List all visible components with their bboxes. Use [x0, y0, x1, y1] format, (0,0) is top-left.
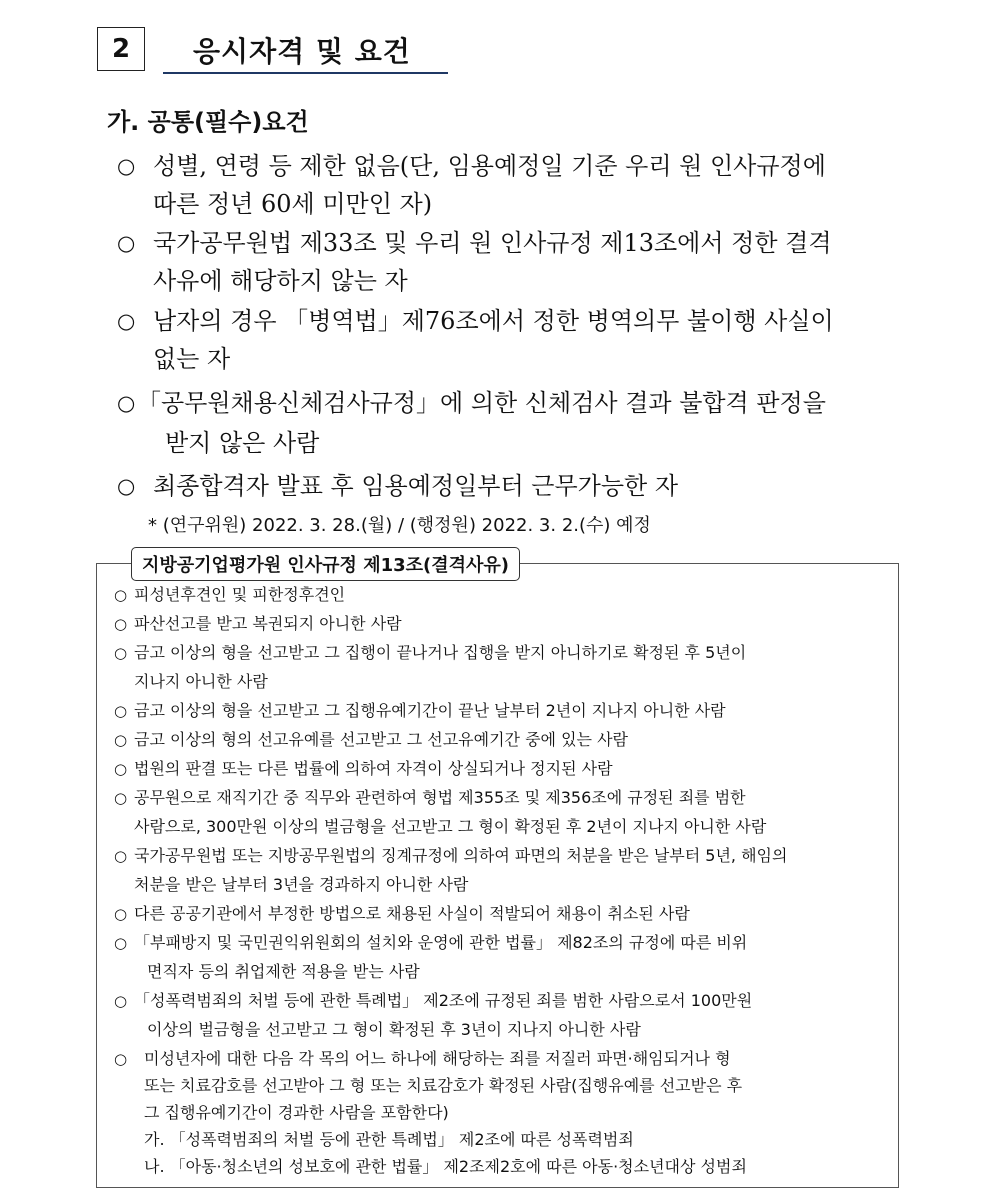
requirement-text: 없는 자 — [153, 345, 231, 373]
requirement-text: 「공무원채용신체검사규정」에 의한 신체검사 결과 불합격 판정을 — [137, 389, 826, 417]
regulation-text: 금고 이상의 형을 선고받고 그 집행유예기간이 끝난 날부터 2년이 지나지 아니한 사람 — [134, 701, 726, 720]
regulation-text: 피성년후견인 및 피한정후견인 — [134, 585, 346, 604]
circle-bullet-icon: ○ — [114, 760, 128, 778]
schedule-note: * (연구위원) 2022. 3. 28.(월) / (행정원) 2022. 3. 2.(수) 예정 — [148, 515, 651, 536]
regulation-text: 미성년자에 대한 다음 각 목의 어느 하나에 해당하는 죄를 저질러 파면·해임되거나 형 — [144, 1049, 731, 1068]
subheading: 가. 공통(필수)요건 — [107, 108, 309, 136]
regulation-text: 이상의 벌금형을 선고받고 그 형이 확정된 후 3년이 지나지 아니한 사람 — [147, 1020, 641, 1039]
circle-bullet-icon: ○ — [117, 391, 136, 415]
requirement-text: 사유에 해당하지 않는 자 — [153, 267, 408, 295]
circle-bullet-icon: ○ — [114, 789, 128, 807]
regulation-text: 그 집행유예기간이 경과한 사람을 포함한다) — [144, 1103, 449, 1122]
requirement-text: 국가공무원법 제33조 및 우리 원 인사규정 제13조에서 정한 결격 — [153, 229, 832, 257]
regulation-text: 지나지 아니한 사람 — [134, 672, 268, 691]
section-title: 응시자격 및 요건 — [193, 35, 411, 68]
circle-bullet-icon: ○ — [117, 154, 136, 178]
circle-bullet-icon: ○ — [114, 615, 128, 633]
regulation-text: 금고 이상의 형을 선고받고 그 집행이 끝나거나 집행을 받지 아니하기로 확정된 후 5년이 — [134, 643, 747, 662]
circle-bullet-icon: ○ — [114, 586, 128, 604]
requirement-text: 성별, 연령 등 제한 없음(단, 임용예정일 기준 우리 원 인사규정에 — [153, 152, 826, 180]
circle-bullet-icon: ○ — [114, 992, 128, 1010]
regulation-text: 「성폭력범죄의 처벌 등에 관한 특례법」 제2조에 규정된 죄를 범한 사람으로서 100만원 — [134, 991, 753, 1010]
circle-bullet-icon: ○ — [114, 934, 128, 952]
regulation-text: 「부패방지 및 국민권익위원회의 설치와 운영에 관한 법률」 제82조의 규정에 따른 비위 — [134, 933, 748, 952]
regulation-text: 다른 공공기관에서 부정한 방법으로 채용된 사실이 적발되어 채용이 취소된 사람 — [134, 904, 690, 923]
circle-bullet-icon: ○ — [117, 231, 136, 255]
circle-bullet-icon: ○ — [117, 474, 136, 498]
regulation-text: 공무원으로 재직기간 중 직무와 관련하여 형법 제355조 및 제356조에 규정된 죄를 범한 — [134, 788, 746, 807]
regulation-text: 국가공무원법 또는 지방공무원법의 징계규정에 의하여 파면의 처분을 받은 날부터 5년, 해임의 — [134, 846, 788, 865]
regulation-text: 사람으로, 300만원 이상의 벌금형을 선고받고 그 형이 확정된 후 2년이 지나지 아니한 사람 — [134, 817, 767, 836]
regulation-text: 처분을 받은 날부터 3년을 경과하지 아니한 사람 — [134, 875, 469, 894]
regulation-text: 또는 치료감호를 선고받아 그 형 또는 치료감호가 확정된 사람(집행유예를 선고받은 후 — [144, 1076, 743, 1095]
requirement-text: 최종합격자 발표 후 임용예정일부터 근무가능한 자 — [153, 472, 679, 500]
circle-bullet-icon: ○ — [114, 731, 128, 749]
section-number: 2 — [97, 27, 145, 71]
circle-bullet-icon: ○ — [114, 847, 128, 865]
regulation-subitem: 나. 「아동·청소년의 성보호에 관한 법률」 제2조제2호에 따른 아동·청소년대상 성범죄 — [144, 1157, 747, 1176]
circle-bullet-icon: ○ — [114, 905, 128, 923]
regulation-text: 법원의 판결 또는 다른 법률에 의하여 자격이 상실되거나 정지된 사람 — [134, 759, 613, 778]
requirement-text: 받지 않은 사람 — [165, 429, 320, 457]
circle-bullet-icon: ○ — [114, 644, 128, 662]
circle-bullet-icon: ○ — [114, 1050, 128, 1068]
regulation-text: 파산선고를 받고 복권되지 아니한 사람 — [134, 614, 402, 633]
circle-bullet-icon: ○ — [114, 702, 128, 720]
section-title-underline — [163, 72, 448, 74]
regulation-text: 금고 이상의 형의 선고유예를 선고받고 그 선고유예기간 중에 있는 사람 — [134, 730, 628, 749]
regulation-text: 면직자 등의 취업제한 적용을 받는 사람 — [147, 962, 420, 981]
regulation-box-title: 지방공기업평가원 인사규정 제13조(결격사유) — [131, 547, 520, 581]
requirement-text: 따른 정년 60세 미만인 자) — [153, 190, 433, 218]
regulation-subitem: 가. 「성폭력범죄의 처벌 등에 관한 특례법」 제2조에 따른 성폭력범죄 — [144, 1130, 634, 1149]
requirement-text: 남자의 경우 「병역법」제76조에서 정한 병역의무 불이행 사실이 — [153, 307, 834, 335]
circle-bullet-icon: ○ — [117, 309, 136, 333]
